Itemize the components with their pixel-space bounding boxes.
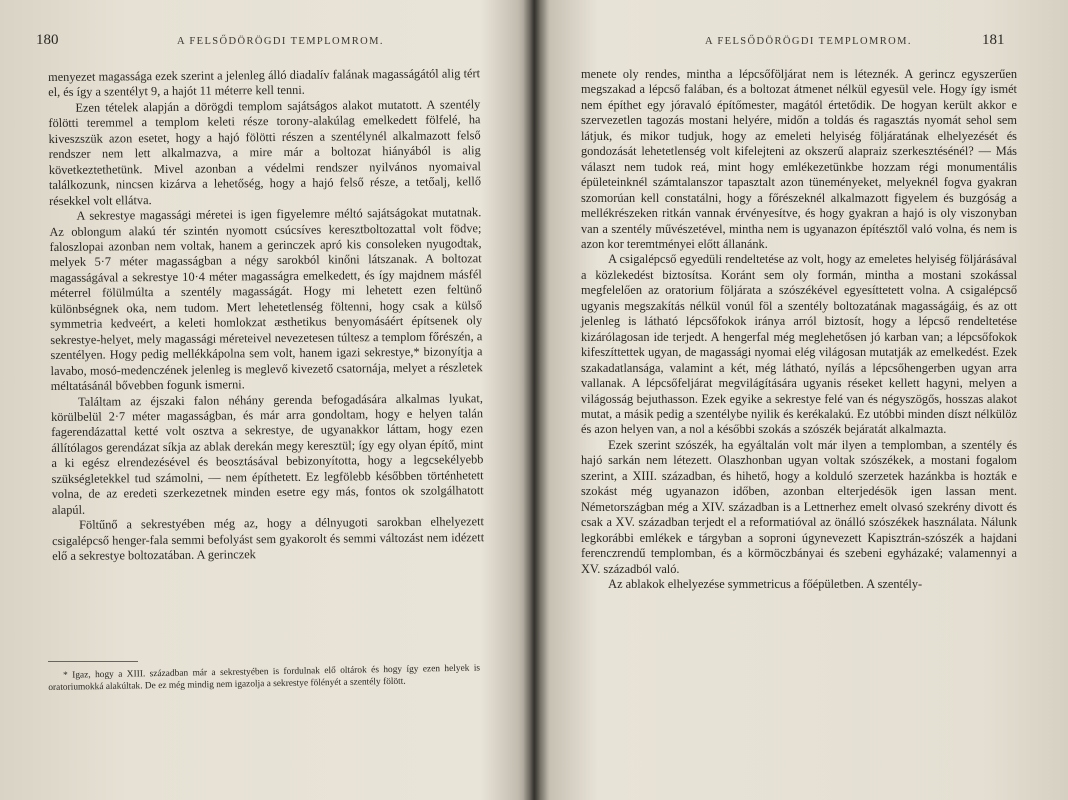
left-running-head: A FELSŐDÖRÖGDI TEMPLOMROM. xyxy=(177,36,384,47)
right-paragraph-4: Az ablakok elhelyezése symmetricus a főépületben. A szentély- xyxy=(608,576,923,591)
footnote-text: * Igaz, hogy a XIII. században már a sekrestyében is fordulnak elő oltárok és hogy így ezen helyek is oratoriumokká alakúltak. De ez még mindig nem igazolja a sekrestye fölényét a szentély fölött. xyxy=(48,663,481,694)
footnote xyxy=(48,662,480,694)
right-paragraph-3: Ezek szerint szószék, ha egyáltalán volt már ilyen a templomban, a szentély és hajó sarkán nem létezett. Olaszhonban ugyan voltak szószékek, a mostani fogalom szerint, a XIII. században, és hihető, hogy a kolduló szerzetek hazánkba is hozták e szokást még ugyanazon időben, azonban elterjedésök igen lassan ment. Németországban még a XIV. században is a Lettnerhez emelt olvasó szekrény divott és csak a XV. században terjedt el a reformatióval az önálló szószékek használata. Nálunk legkorábbi emlékek e tárgyban a soproni úgynevezett Kapisztrán-szószék a hajdani ferenczrendű templomban, és a körmöczbányai és szebeni egyházaké; valamennyi a XV. századból való. xyxy=(581,437,1017,576)
left-page xyxy=(0,0,530,800)
left-paragraph-3: A sekrestye magassági méretei is igen figyelemre méltó sajátságokat mutatnak. Az oblongum alakú tér szintén nyomott csúcsíves keresztboltozattal volt födve; faloszlopai azonban nem voltak, hanem a gerinczek apró kis consoleken nyugodtak, melyek 5·7 méter magasságban a négy sarokból kinőni látszanak. A boltozat magasságával a sekrestye 10·4 méter magasságra emelkedett, és így majdnem másfél méterrel fölülmúlta a szentély magasságát. Hogy mi lehetett ezen feltünő különbségnek oka, nem tudom. Mert lehetetlenség föltenni, hogy csak a külső symmetria kedveért, a keleti homlokzat æsthetikus benyomásáért építsenek oly sekrestye-helyet, mely magassági méreteivel nevezetesen túltesz a templom főrészén, a szentélyen. Hogy pedig mellékkápolna sem volt, hanem igazi sekrestye,* bizonyítja a lavabo, mosó-medenczének jelenleg is meglevő kivezető csatornája, melyet a részletek méltatásánál bővebben fogunk ismerni. xyxy=(49,205,483,394)
left-paragraph-4: Találtam az éjszaki falon néhány gerenda befogadására alkalmas lyukat, körülbelül 2·7 méter magasságban, és már arra gondoltam, hogy e helyen talán fagerendázattal ketté volt osztva a sekrestye, de ugyanakkor láttam, hogy ezen állítólagos gerendázat síkja az ablak derekán megy keresztül; így egy olyan építő, mint a ki egész elrendezésével és beosztásával bebizonyította, hogy a legcsekélyebb szükségletekkel tud számolni, — nem építhetett. Ez legfölebb későbben történhetett volna, de az eredeti szerkezetnek minden esetre egy más, fontos ok szolgálhatott alapúl. xyxy=(50,390,484,517)
right-paragraph-1: menete oly rendes, mintha a lépcsőföljárat nem is léteznék. A gerincz egyszerűen megszakad a lépcső falában, és a boltozat átmenet nélkül egyesül vele. Hogy így ismét nem építhet egy jóravaló építőmester, magától értetődik. De hogyan került akkor e szervezetlen tagozás mostani helyére, midőn a toldás és ragasztás nyomát sehol sem látjuk, és mikor tudjuk, hogy az emeleti helyiség följáratának elhelyezését és gondozását lehetetlenség volt kifelejteni az okszerű alapraiz szerkesztésénél? — Más választ nem tudok reá, mint hogy emlékezetünkbe hozzam régi monumentális épületeinknél számtalanszor tapasztalt azon tüneményeket, melyeknél fogva gyakran szomorúan kell constatálni, hogy a főrészeknél alkalmazott figyelem és buzgóság a mellékrészeken ritkán vannak érvényesítve, és hogy gyakran a hajó is oly viszonyban van a szentély művészetével, mintha nem is ugyanazon építésztől való volna, és nem is azon kor teremtményei előtt állanánk. xyxy=(581,67,1017,251)
right-page xyxy=(538,0,1068,800)
left-paragraph-1: menyezet magassága ezek szerint a jelenleg álló diadalív falának magasságától alig tért el, és így a szentélyt 9, a hajót 11 méterre kell tenni. xyxy=(48,66,481,100)
right-running-head: A FELSŐDÖRÖGDI TEMPLOMROM. xyxy=(705,36,912,47)
right-page-number: 181 xyxy=(982,32,1005,48)
left-body-text xyxy=(48,66,484,564)
left-paragraph-5: Föltűnő a sekrestyében még az, hogy a délnyugoti sarokban elhelyezett csigalépcső henger-fala semmi befolyást sem gyakorolt és semmi változást nem idézett elő a sekrestye boltozatában. A gerinczek xyxy=(52,514,485,564)
footnote-divider xyxy=(48,661,138,662)
right-body-text xyxy=(581,67,1017,592)
left-page-number: 180 xyxy=(36,32,59,48)
right-paragraph-2: A csigalépcső egyedüli rendeltetése az volt, hogy az emeletes helyiség följárásával a közlekedést biztosítsa. Koránt sem oly formán, mintha a mostani szokással megfelelően az oratorium följárata a szószékével egyesíttetett volna. A csigalépcső ugyanis megszakítás nélkül vonúl föl a szentély boltozatának magasságáig, és az ott jelenleg is látható lépcsőfokok iránya arról biztosít, hogy a lépcső rendeltetése kizárólagosan ide terjedt. A hengerfal még meglehetősen jó karban van; a lépcsőfokok kifeszíttettek ugyan, de magassági nyomai elég világosan mutatják az emelkedést. Ezek szakadatlansága, valamint a két, még látható, nyílás a lépcsőhengerben ugyan arra vallanak. A lépcsőfeljárat megvilágítására ugyanis réseket kellett hagyni, melyen a világosság bejuthasson. Ezek egyike a sekrestye felé van és négyszögős, hosszas alakot mutat, a másik pedig a szentélybe nyilik és kerékalakú. Ez utóbbi minden díszt nélkülöz és azon helyen van, a nol a későbbi szokás a szószék bejáratát alkalmazta. xyxy=(581,252,1017,437)
left-paragraph-2: Ezen tételek alapján a dörögdi templom sajátságos alakot mutatott. A szentély fölötti teremmel a templom keleti része torony-alakúlag emelkedett fölfelé, ha kiveszszük azon esetet, hogy a hajó fölötti részen a szentélynél alkalmazott felső rendszer nem lett alkalmazva, a mire már a boltozat hiányából is alig következtethetünk. Mivel azonban a védelmi rendszer nyilvános nyomaival találkozunk, nincsen kizárva a lehetőség, hogy a hajó felső része, a tetőalj, kellő résekkel volt ellátva. xyxy=(48,97,482,208)
